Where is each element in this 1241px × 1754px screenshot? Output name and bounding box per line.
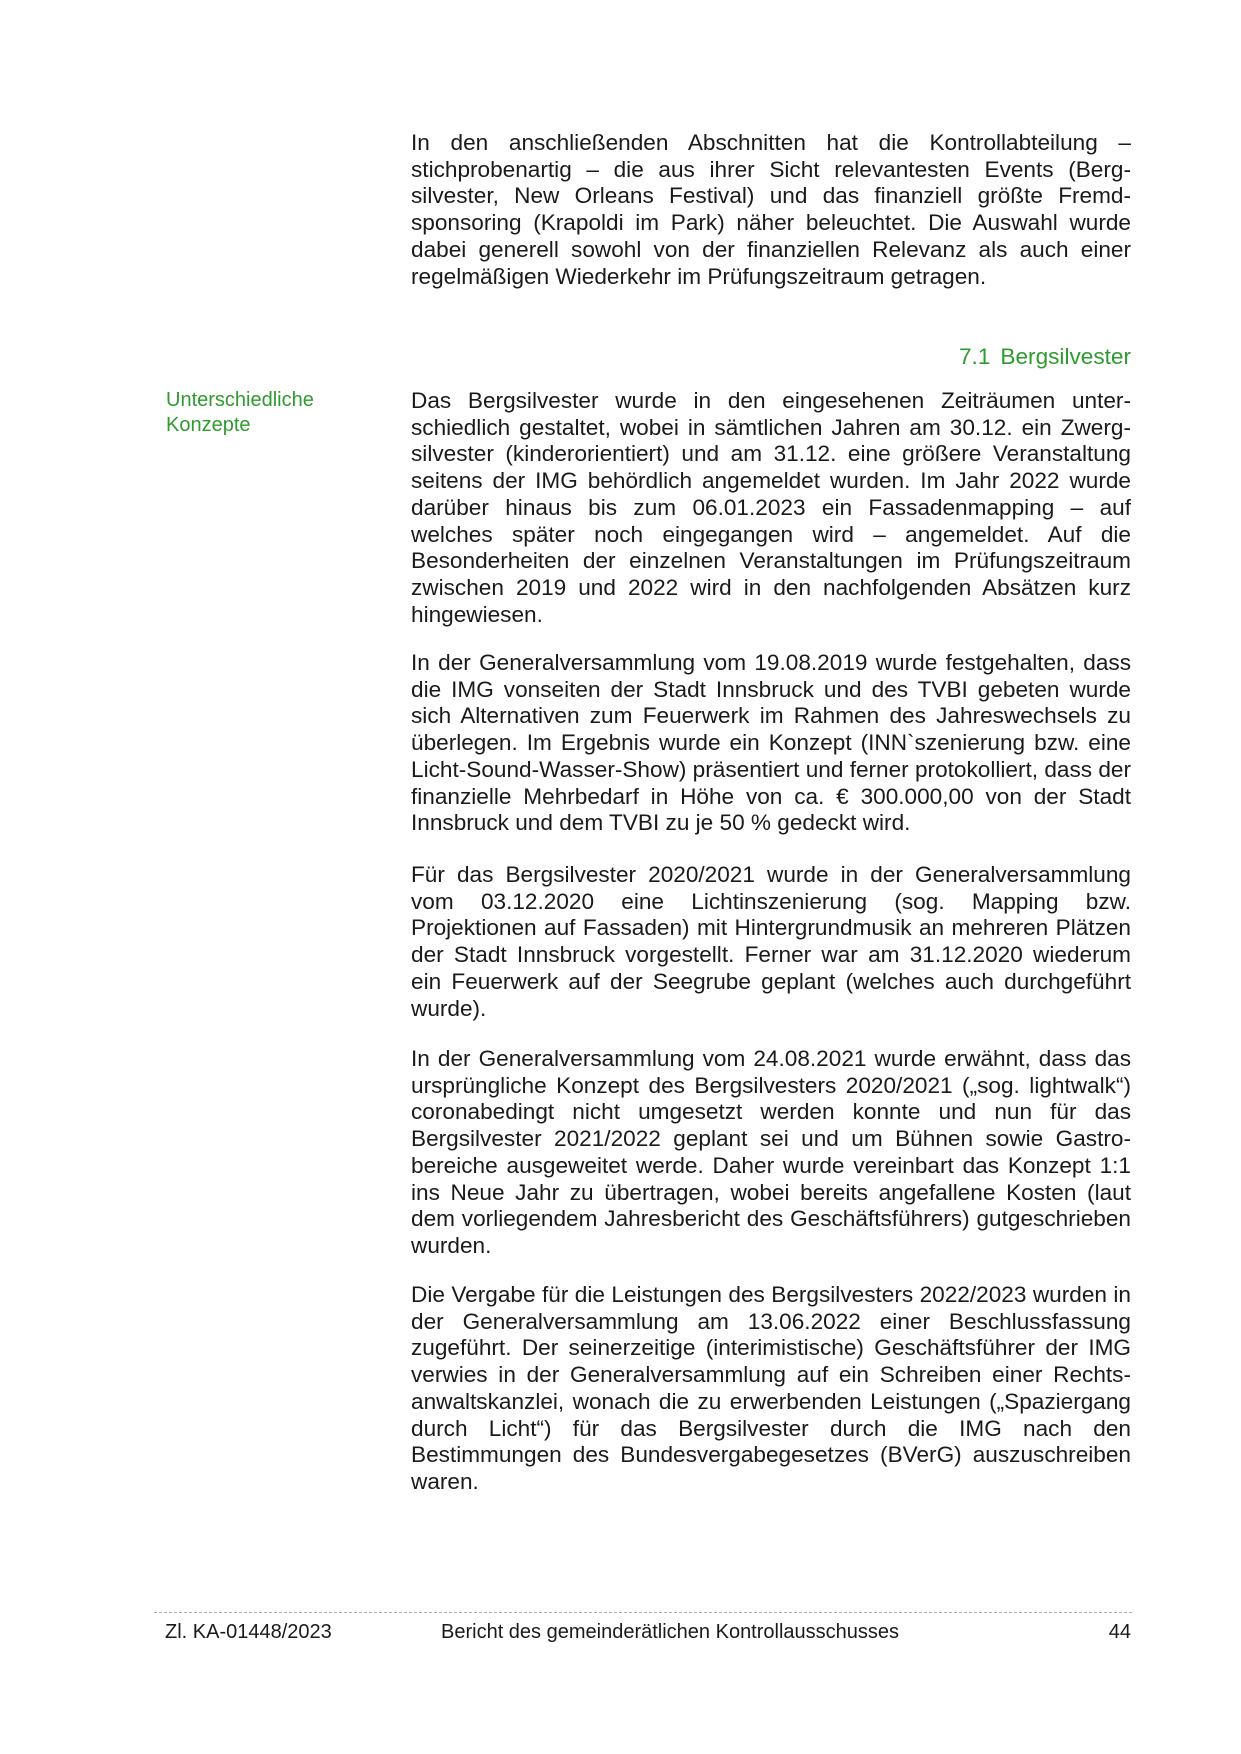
footer-reference: Zl. KA-01448/2023: [165, 1621, 332, 1643]
margin-note: Unterschiedliche Konzepte: [166, 389, 314, 436]
section-number: 7.1: [958, 344, 991, 369]
paragraph-text: Das Bergsilvester wurde in den eingesehenen Zeiträumen unterschiedlich gestaltet, wobei in sämtlichen Jahren am 30.12. ein Zwergsilvester (kinderorientiert) und am 31.12. eine größere Veranstaltung seitens der IMG behördlich angemeldet wurden. Im Jahr 2022 wurde darüber hinaus bis zum 06.01.2023 ein Fassadenmapping – auf welches später noch eingegangen wird – angemeldet. Auf die Besonderheiten der einzelnen Veranstaltungen im Prüfungszeitraum zwischen 2019 und 2022 wird in den nachfolgenden Absätzen kurz hingewiesen.: [411, 388, 1131, 627]
paragraph-5: [411, 1282, 1131, 1496]
paragraph-text: In der Generalversammlung vom 19.08.2019 wurde festgehalten, dass die IMG vonseiten der Stadt Innsbruck und des TVBI gebeten wurde sich Alternativen zum Feuerwerk im Rahmen des Jahreswechsels zu überlegen. Im Ergebnis wurde ein Konzept (INN`szenierung bzw. eine Licht-Sound-Wasser-Show) präsentiert und ferner protokolliert, dass der finanzielle Mehrbedarf in Höhe von ca. € 300.000,00 von der Stadt Innsbruck und dem TVBI zu je 50 % gedeckt wird.: [411, 650, 1131, 836]
intro-paragraph-text: In den anschließenden Abschnitten hat die Kontrollabteilung – stichprobenartig – die aus ihrer Sicht relevantesten Events (Bergsilvester, New Orleans Festival) und das finanziell größte Fremdsponsoring (Krapoldi im Park) näher beleuchtet. Die Auswahl wurde dabei generell sowohl von der finanziellen Relevanz als auch einer regelmäßigen Wiederkehr im Prüfungszeitraum getragen.: [411, 130, 1131, 289]
footer-divider: [154, 1612, 1132, 1613]
paragraph-text: Die Vergabe für die Leistungen des Bergsilvesters 2022/2023 wurden in der Generalversammlung am 13.06.2022 einer Beschlussfassung zugeführt. Der seinerzeitige (interimistische) Geschäftsführer der IMG verwies in der Generalversammlung auf ein Schreiben einer Rechtsanwaltskanzlei, wonach die zu erwerbenden Leistungen („Spaziergang durch Licht“) für das Bergsilvester durch die IMG nach den Bestimmungen des Bundesvergabegesetzes (BVerG) auszuschreiben waren.: [411, 1282, 1131, 1494]
section-title: Bergsilvester: [1000, 344, 1131, 369]
footer-title: Bericht des gemeinderätlichen Kontrollausschusses: [441, 1621, 900, 1643]
footer-page-number: 44: [1108, 1621, 1131, 1643]
intro-paragraph: [411, 130, 1131, 290]
paragraph-3: [411, 862, 1131, 1022]
paragraph-2: [411, 650, 1131, 837]
paragraph-1: [411, 388, 1131, 628]
paragraph-text: In der Generalversammlung vom 24.08.2021 wurde erwähnt, dass das ursprüngliche Konzept des Bergsilvesters 2020/2021 („sog. lightwalk“) coronabedingt nicht umgesetzt werden konnte und nun für das Bergsilvester 2021/2022 geplant sei und um Bühnen sowie Gastrobereiche ausgeweitet werde. Daher wurde vereinbart das Konzept 1:1 ins Neue Jahr zu übertragen, wobei bereits angefallene Kosten (laut dem vorliegendem Jahresbericht des Geschäftsführers) gutgeschrieben wurden.: [411, 1046, 1131, 1258]
paragraph-text: Für das Bergsilvester 2020/2021 wurde in der Generalversammlung vom 03.12.2020 eine Lichtinszenierung (sog. Mapping bzw. Projektionen auf Fassaden) mit Hintergrundmusik an mehreren Plätzen der Stadt Innsbruck vorgestellt. Ferner war am 31.12.2020 wiederum ein Feuerwerk auf der Seegrube geplant (welches auch durchgeführt wurde).: [411, 862, 1131, 1021]
section-heading: [411, 344, 1131, 371]
paragraph-4: [411, 1046, 1131, 1260]
